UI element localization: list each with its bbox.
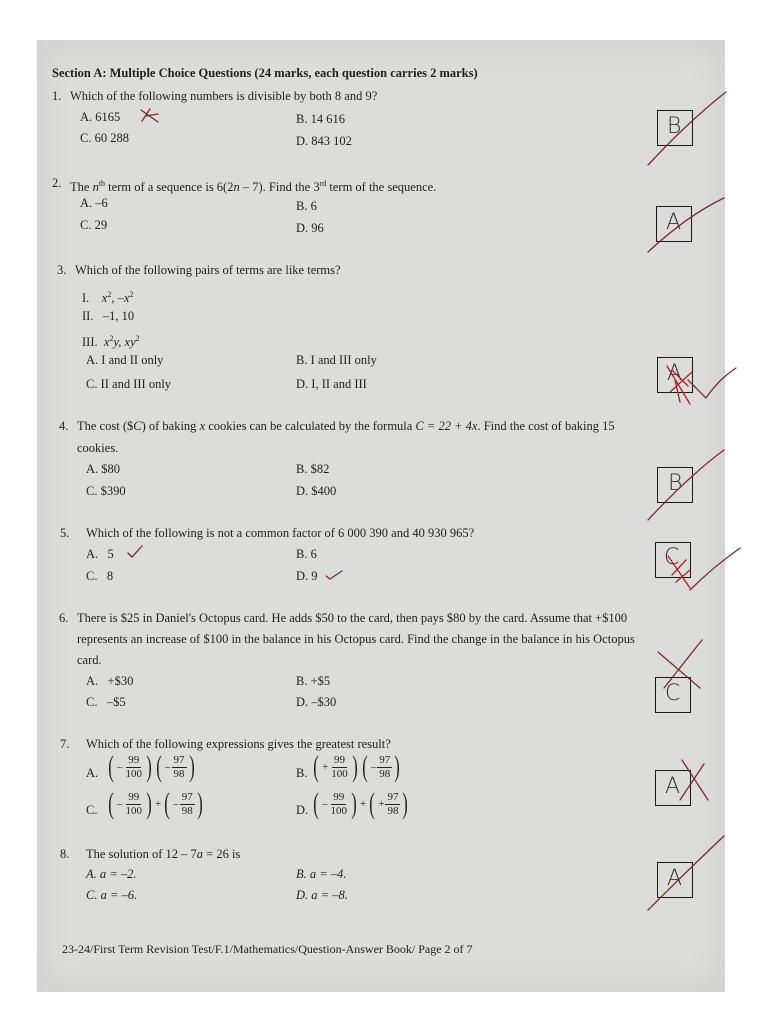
q5-option-a: A. 5 [86, 547, 114, 561]
q5-option-d: D. 9 [296, 569, 318, 583]
q6-option-a: A. +$30 [86, 674, 134, 688]
q1-option-d: D. 843 102 [296, 134, 352, 148]
q8-option-c: C. a = –6. [86, 888, 138, 902]
q1-option-c: C. 60 288 [80, 131, 129, 145]
q7-text: Which of the following expressions gives the greatest result? [86, 737, 391, 751]
q1-number: 1. [52, 89, 62, 103]
q5-option-c: C. 8 [86, 569, 114, 583]
q5-answer: C [664, 545, 680, 570]
q7-option-a-label: A. [86, 766, 99, 780]
q6-text-line2: represents an increase of $100 in the balance in his Octopus card. Find the change in the balance in his Octopus [77, 632, 635, 646]
q8-option-a: A. a = –2. [86, 867, 137, 881]
q8-option-b: B. a = –4. [296, 867, 347, 881]
q7-option-d-expression: ( – $\frac{99}{100}$ ) + ( + $\frac{97}{98}$ ) [313, 787, 409, 820]
q7-option-b-expression: ( + $\frac{99}{100}$ ) ( – $\frac{97}{98}$ ) [313, 750, 400, 783]
page-footer: 23-24/First Term Revision Test/F.1/Mathematics/Question-Answer Book/ Page 2 of 7 [62, 942, 473, 956]
q3-option-c: C. II and III only [86, 377, 172, 391]
q3-number: 3. [57, 263, 67, 277]
q7-option-d-label: D. [296, 803, 309, 817]
q2-text: The $n^{th}$ term of a sequence is 6(2n – 7). Find the 3rd term of the sequence. [70, 179, 437, 195]
q1-option-b: B. 14 616 [296, 112, 345, 126]
q7-option-c-label: C. [86, 803, 98, 817]
q4-option-c: C. $390 [86, 484, 126, 498]
q7-option-a-expression: ( – $\frac{99}{100}$ ) ( – $\frac{97}{98}$ ) [108, 750, 195, 783]
q6-number: 6. [59, 611, 69, 625]
q6-text-line1: There is $25 in Daniel's Octopus card. He adds $50 to the card, then pays $80 by the card. Assume that +$100 [77, 611, 628, 625]
q1-answer: B [667, 114, 682, 139]
q5-option-b: B. 6 [296, 547, 317, 561]
q8-answer: A [667, 866, 683, 891]
q3-statement-i: I. $x^2$, $-x^2$ [82, 290, 134, 306]
q6-option-d: D. –$30 [296, 695, 337, 709]
q6-option-c: C. –$5 [86, 695, 126, 709]
q4-option-d: D. $400 [296, 484, 337, 498]
q3-answer: A [667, 361, 683, 386]
q4-answer: B [668, 471, 683, 496]
q2-number: 2. [52, 176, 62, 190]
q6-option-b: B. +$5 [296, 674, 331, 688]
q1-option-a: A. 6165 [80, 110, 121, 124]
q7-answer: A [665, 774, 681, 799]
q2-option-b: B. 6 [296, 199, 317, 213]
q3-text: Which of the following pairs of terms are like terms? [75, 263, 341, 277]
q4-text-line1: The cost ($C) of baking x cookies can be calculated by the formula C = 22 + 4x. Find the cost of baking 15 [77, 419, 615, 433]
q1-text: Which of the following numbers is divisible by both 8 and 9? [70, 89, 378, 103]
q8-number: 8. [60, 847, 70, 861]
q2-option-a: A. –6 [80, 196, 108, 210]
q6-answer: C [665, 681, 681, 706]
q8-text: The solution of 12 – 7a = 26 is [86, 847, 241, 861]
q4-option-a: A. $80 [86, 462, 121, 476]
q7-number: 7. [60, 737, 70, 751]
q2-answer: A [666, 210, 682, 235]
q3-statement-iii: III. $x^2y$, $xy^2$ [82, 334, 140, 350]
q5-text: Which of the following is not a common factor of 6 000 390 and 40 930 965? [86, 526, 475, 540]
q2-option-d: D. 96 [296, 221, 324, 235]
q3-statement-ii: II. –1, 10 [82, 309, 135, 323]
q4-text-line2: cookies. [77, 441, 119, 455]
q3-option-a: A. I and II only [86, 353, 164, 367]
q2-option-c: C. 29 [80, 218, 108, 232]
q3-option-b: B. I and III only [296, 353, 377, 367]
q7-option-c-expression: ( – $\frac{99}{100}$ ) + ( – $\frac{97}{98}$ ) [108, 787, 203, 820]
q5-number: 5. [60, 526, 70, 540]
q8-option-d: D. a = –8. [296, 888, 348, 902]
q4-number: 4. [59, 419, 69, 433]
section-title: Section A: Multiple Choice Questions (24 marks, each question carries 2 marks) [52, 66, 478, 80]
q3-option-d: D. I, II and III [296, 377, 367, 391]
q6-text-line3: card. [77, 653, 102, 667]
q7-option-b-label: B. [296, 766, 308, 780]
q4-option-b: B. $82 [296, 462, 330, 476]
